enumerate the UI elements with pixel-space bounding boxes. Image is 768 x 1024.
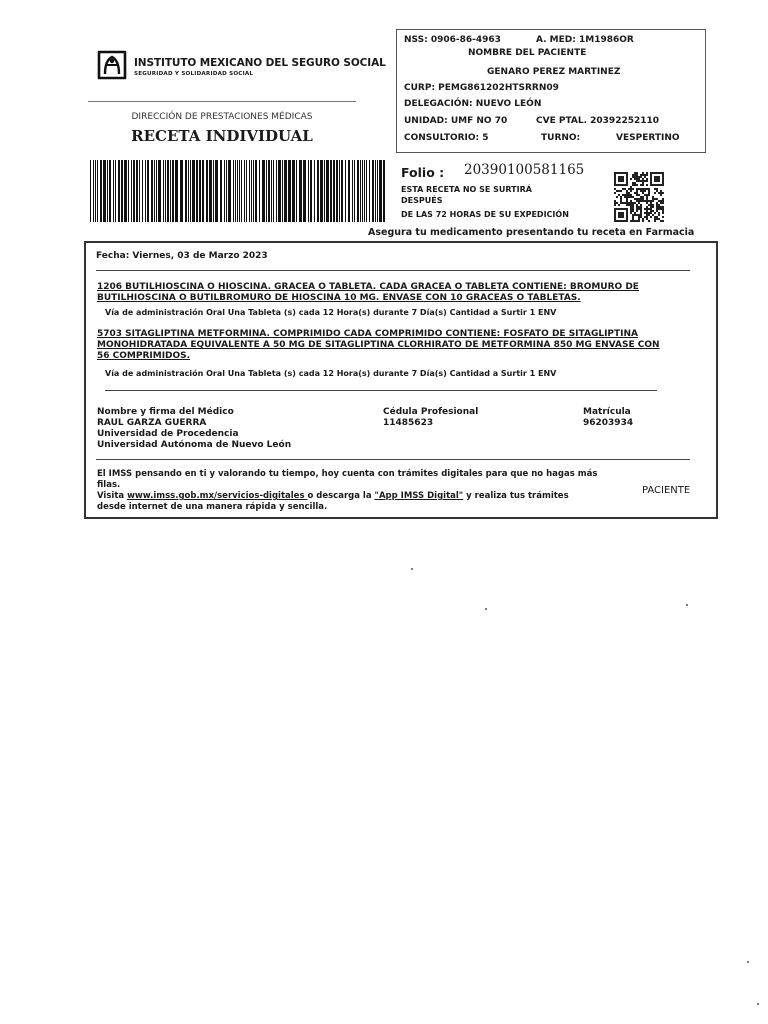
medication-1-dosage: Vía de administración Oral Una Tableta (s) cada 12 Hora(s) durante 7 Día(s) Cantidad a Surtir 1 ENV: [105, 308, 557, 317]
institution-name: INSTITUTO MEXICANO DEL SEGURO SOCIAL: [134, 57, 386, 69]
header-divider: [88, 101, 356, 102]
medication-2-dosage: Vía de administración Oral Una Tableta (s) cada 12 Hora(s) durante 7 Día(s) Cantidad a Surtir 1 ENV: [105, 369, 557, 378]
scan-speck: [686, 604, 688, 606]
folio-label: Folio :: [401, 165, 445, 180]
footer-after-text: y realiza tus trámites: [463, 491, 569, 501]
doctor-name: RAUL GARZA GUERRA: [97, 418, 207, 428]
app-imss-digital-link[interactable]: "App IMSS Digital": [374, 491, 464, 501]
scan-speck: [485, 608, 487, 610]
medication-divider: [105, 390, 657, 391]
doctor-divider: [96, 459, 690, 460]
cve-ptal-field: CVE PTAL. 20392252110: [536, 116, 660, 126]
matricula-label: Matrícula: [583, 407, 631, 417]
amed-field: A. MED: 1M1986OR: [536, 35, 634, 45]
patient-name-label: NOMBRE DEL PACIENTE: [468, 48, 587, 58]
scan-speck: [757, 1003, 759, 1005]
pharmacy-notice: Asegura tu medicamento presentando tu receta en Farmacia: [368, 227, 695, 238]
footer-visita-text: Visita: [97, 491, 128, 501]
footer-line-2: filas.: [97, 480, 121, 490]
expiry-notice-line-3: DE LAS 72 HORAS DE SU EXPEDICIÓN: [401, 210, 569, 219]
cedula-number: 11485623: [383, 418, 434, 428]
delegacion-field: DELEGACIÓN: NUEVO LEÓN: [404, 99, 542, 109]
imss-digital-services-link[interactable]: www.imss.gob.mx/servicios-digitales: [127, 491, 308, 501]
turno-value: VESPERTINO: [616, 133, 680, 143]
medication-2-description: 5703 SITAGLIPTINA METFORMINA. COMPRIMIDO CADA COMPRIMIDO CONTIENE: FOSFATO DE SITAGLIPTINA MONOHIDRATADA EQUIVALENTE A 50 MG DE SITAGLIPTINA CLORHIRATO DE METFORMINA 850 MG ENVASE CON 56 COMPRIMIDOS.: [97, 329, 660, 361]
document-title: RECETA INDIVIDUAL: [131, 127, 313, 145]
cedula-label: Cédula Profesional: [383, 407, 479, 417]
turno-label: TURNO:: [541, 133, 581, 143]
doctor-name-label: Nombre y firma del Médico: [97, 407, 234, 417]
scan-speck: [747, 961, 749, 963]
department-name: DIRECCIÓN DE PRESTACIONES MÉDICAS: [131, 112, 313, 122]
date-divider: [96, 270, 690, 271]
patient-name: GENARO PEREZ MARTINEZ: [487, 67, 621, 77]
folio-number: 20390100581165: [464, 162, 585, 178]
footer-line-3: [97, 491, 569, 502]
consultorio-field: CONSULTORIO: 5: [404, 133, 489, 143]
scan-speck: [411, 568, 413, 570]
medication-1-description: 1206 BUTILHIOSCINA O HIOSCINA. GRACEA O TABLETA. CADA GRACEA O TABLETA CONTIENE: BROMURO DE BUTILHIOSCINA O BUTILBROMURO DE HIOSCINA 10 MG. ENVASE CON 10 GRACEAS O TABLETAS.: [97, 282, 639, 303]
footer-line-1: El IMSS pensando en ti y valorando tu tiempo, hoy cuenta con trámites digitales para que no hagas más: [97, 469, 598, 479]
university-label: Universidad de Procedencia: [97, 429, 239, 439]
institution-motto: SEGURIDAD Y SOLIDARIDAD SOCIAL: [134, 71, 254, 77]
unidad-field: UNIDAD: UMF NO 70: [404, 116, 508, 126]
prescription-date: Fecha: Viernes, 03 de Marzo 2023: [96, 251, 268, 261]
expiry-notice-line-1: ESTA RECETA NO SE SURTIRÁ: [401, 185, 532, 194]
footer-middle-text: o descarga la: [307, 491, 375, 501]
imss-logo-icon: [96, 50, 128, 80]
barcode-icon: [90, 160, 388, 222]
curp-field: CURP: PEMG861202HTSRRN09: [404, 83, 559, 93]
doctor-university: Universidad Autónoma de Nuevo León: [97, 440, 292, 450]
copy-label: PACIENTE: [642, 485, 691, 496]
expiry-notice-line-2: DESPUÉS: [401, 196, 443, 205]
footer-line-4: desde internet de una manera rápida y sencilla.: [97, 502, 328, 512]
matricula-number: 96203934: [583, 418, 634, 428]
nss-field: NSS: 0906-86-4963: [404, 35, 501, 45]
qr-code-icon: [614, 172, 664, 222]
